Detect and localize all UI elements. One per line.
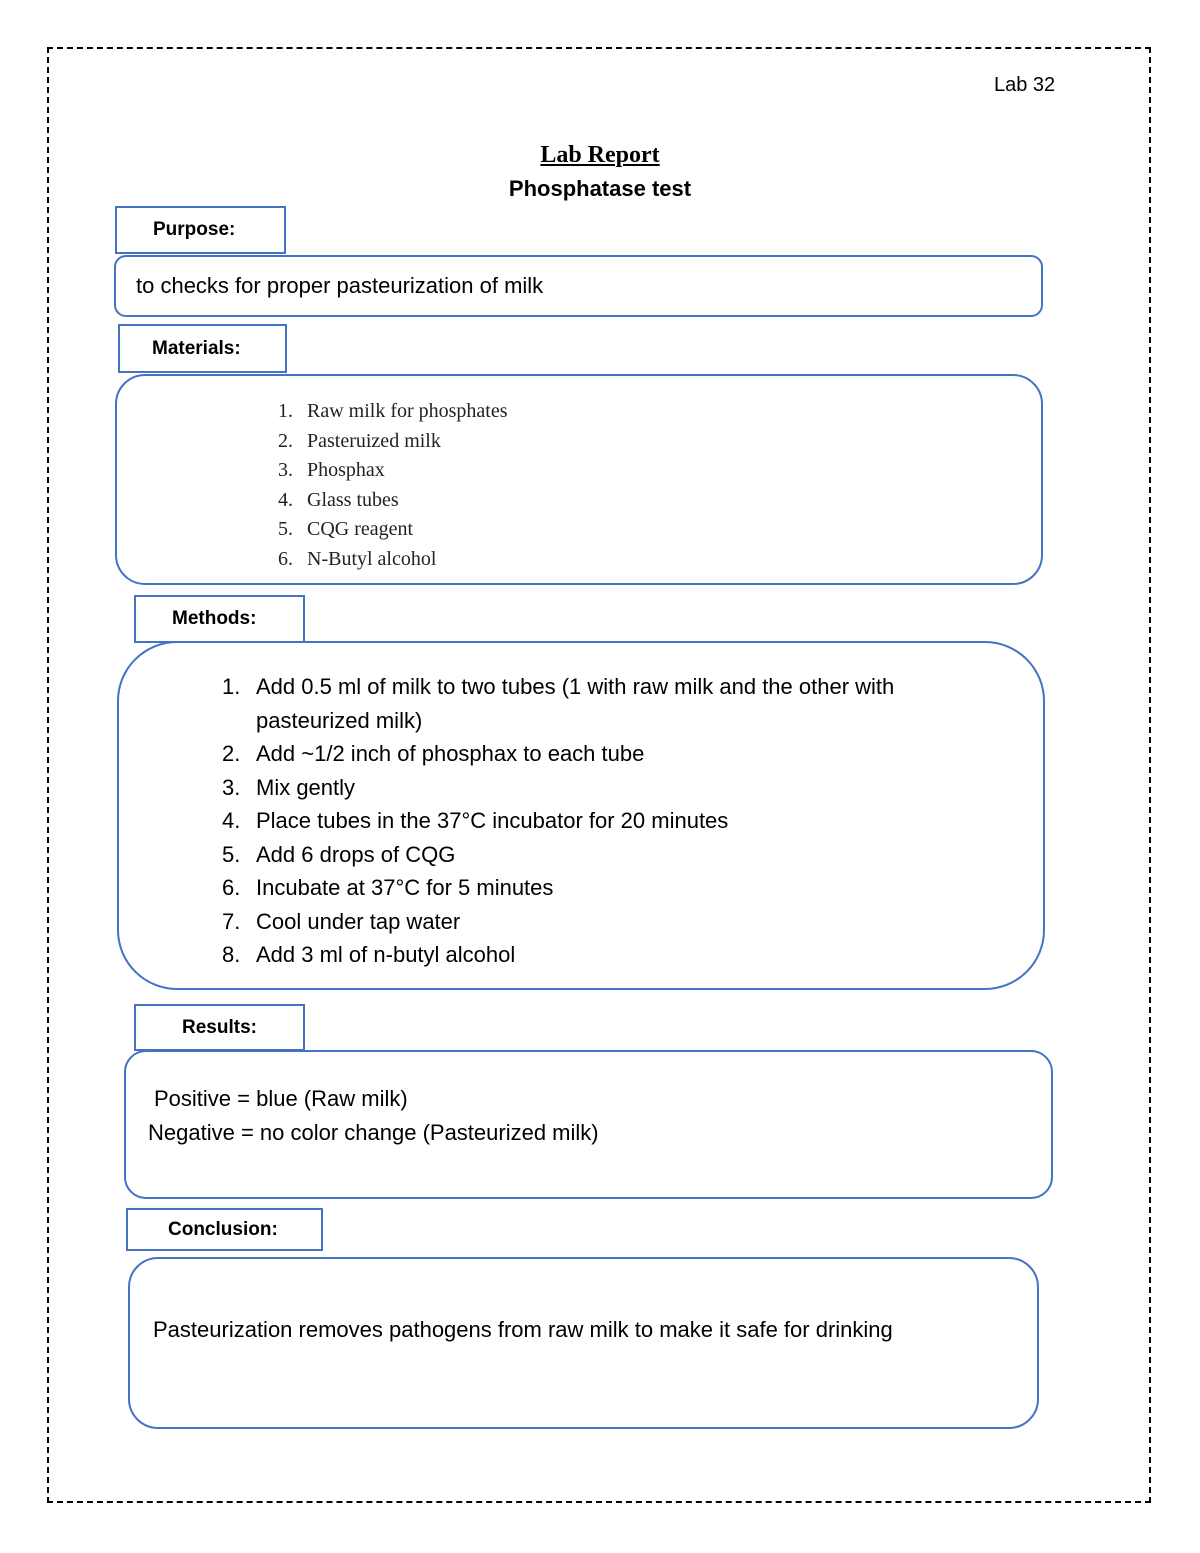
conclusion-label: Conclusion: [126,1208,323,1251]
methods-step-text: Incubate at 37°C for 5 minutes [256,875,554,900]
materials-list [257,397,1041,574]
lab-number: Lab 32 [994,74,1056,96]
results-label: Results: [134,1004,305,1051]
methods-step-number: 8. [222,942,241,967]
materials-item [257,486,1041,516]
results-positive: Positive = blue (Raw milk) [154,1086,408,1111]
methods-step-number: 4. [222,808,241,833]
methods-step [222,771,1013,805]
conclusion-box [128,1257,1039,1429]
methods-step-number: 6. [222,875,241,900]
materials-item-number: 3. [278,459,293,481]
methods-step [222,804,1013,838]
materials-item [257,456,1041,486]
methods-step-number: 2. [222,741,241,766]
methods-step-text: Cool under tap water [256,908,461,934]
methods-label: Methods: [134,595,305,643]
materials-item-text: CQG reagent [307,518,414,540]
methods-box [117,641,1045,990]
materials-item-number: 1. [278,400,293,422]
methods-step-number: 3. [222,774,241,800]
materials-item-text: Phosphax [307,459,385,481]
materials-item-text: Raw milk for phosphates [307,400,508,422]
conclusion-text: Pasteurization removes pathogens from raw milk to make it safe for drinking [153,1317,893,1342]
methods-step-text: Place tubes in the 37°C incubator for 20 minutes [256,808,729,833]
materials-item-text: Glass tubes [307,488,399,511]
report-subtitle: Phosphatase test [508,176,692,201]
methods-step [222,737,1013,771]
materials-item-text: N-Butyl alcohol [307,547,437,570]
methods-step [222,670,1013,737]
methods-step [222,905,1013,939]
materials-label: Materials: [118,324,287,373]
materials-box [115,374,1043,585]
materials-item-number: 2. [278,429,293,452]
materials-item-text: Pasteruized milk [307,429,441,452]
report-title: Lab Report [540,142,660,168]
methods-step [222,938,1013,972]
results-negative: Negative = no color change (Pasteurized milk) [148,1120,599,1145]
methods-step [222,871,1013,905]
materials-item-number: 4. [278,488,293,511]
methods-step-text: Add 3 ml of n-butyl alcohol [256,942,516,967]
methods-step-text: Add ~1/2 inch of phosphax to each tube [256,741,645,766]
methods-step-number: 1. [222,674,241,699]
materials-item [257,515,1041,545]
results-box [124,1050,1053,1199]
methods-step-text: Add 0.5 ml of milk to two tubes (1 with raw milk and the other with pasteurized milk) [256,674,895,733]
methods-step-number: 7. [222,908,241,934]
materials-item [257,397,1041,427]
purpose-box [114,255,1043,317]
materials-item [257,427,1041,457]
materials-item-number: 6. [278,547,293,570]
materials-item [257,545,1041,575]
methods-step-text: Mix gently [256,774,356,800]
methods-list [222,670,1013,972]
methods-step [222,838,1013,872]
methods-step-text: Add 6 drops of CQG [256,841,456,867]
purpose-text: to checks for proper pasteurization of milk [136,273,544,298]
materials-item-number: 5. [278,518,293,540]
methods-step-number: 5. [222,841,241,867]
purpose-label: Purpose: [115,206,286,254]
